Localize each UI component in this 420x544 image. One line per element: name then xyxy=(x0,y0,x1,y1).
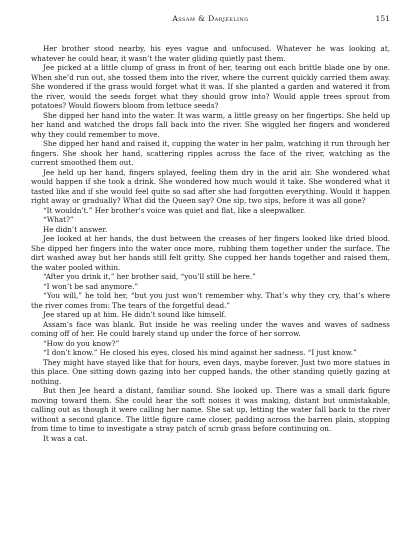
paragraph: “I don’t know.” He closed his eyes, closed his mind against her sadness. “I just know.” xyxy=(43,348,357,357)
paragraph: “You will,” he told her, “but you just won’t remember why. That’s why they cry, that’s where the river comes from: The tears of the forgetful dead.” xyxy=(31,291,390,310)
paragraph: Jee held up her hand, fingers splayed, feeling them dry in the arid air. She wondered what would happen if she took a drink. She wondered how much would it take. She wondered what it tasted like and if she would feel quite so sad after she had forgotten everything. Would it happen right away or gradually? What did the Queen say? One sip, two sips, before it was all gone? xyxy=(31,167,390,205)
paragraph: Her brother stood nearby, his eyes vague and unfocused. Whatever he was looking at, whatever he could hear, it wasn’t the water gliding quietly past them. xyxy=(31,44,390,63)
paragraph: Jee looked at her hands, the dust between the creases of her fingers looked like dried blood. She dipped her fingers into the water once more, rubbing them together under the surface. The dirt washed away but her hands still felt gritty. She cupped her hands together and raised them, the water pooled within. xyxy=(31,234,390,272)
paragraph: “It wouldn’t.” Her brother’s voice was quiet and flat, like a sleepwalker. xyxy=(43,205,306,215)
paragraph: She dipped her hand into the water. It was warm, a little greasy on her fingertips. She held up her hand and watched the drops fall back into the river. She wiggled her fingers and wondered why they could remember to move. xyxy=(31,110,390,139)
running-head: Assam & Darjeeling xyxy=(172,14,249,23)
paragraph: “How do you know?” xyxy=(43,338,120,348)
body-text xyxy=(31,44,390,443)
page-header xyxy=(31,14,390,32)
paragraph: Assam’s face was blank. But inside he was reeling under the waves and waves of sadness coming off of her. He could barely stand up under the force of her sorrow. xyxy=(31,319,390,338)
paragraph: It was a cat. xyxy=(43,433,88,443)
paragraph: “After you drink it,” her brother said, “you’ll still be here.” xyxy=(43,272,256,281)
paragraph: Jee stared up at him. He didn’t sound like himself. xyxy=(43,310,227,319)
paragraph: She dipped her hand and raised it, cupping the water in her palm, watching it run through her fingers. She shook her hand, scattering ripples across the face of the river, watching as the current smoothed them out. xyxy=(31,139,390,167)
paragraph: But then Jee heard a distant, familiar sound. She looked up. There was a small dark figure moving toward them. She could hear the soft noises it was making, distant but unmistakable, calling out as though it were calling her name. She sat up, letting the water fall back to the river without a second glance. The little figure came closer, padding across the barren plain, stopping from time to time to investigate a stray patch of scrub grass before continuing on. xyxy=(31,386,390,433)
paragraph: Jee picked at a little clump of grass in front of her, tearing out each brittle blade one by one. When she’d run out, she tossed them into the river, where the current quickly carried them away. She wondered if the grass would forget what it was. If she planted a garden and watered it from the river, would the seeds forget what they should grow into? Would apple trees sprout from potatoes? Would flowers bloom from lettuce seeds? xyxy=(31,63,390,110)
paragraph: He didn’t answer. xyxy=(43,224,108,234)
paragraph: They might have stayed like that for hours, even days, maybe forever. Just two more statues in this place. One sitting down gazing into her cupped hands, the other standing quietly gazing at nothing. xyxy=(31,357,390,386)
paragraph: “What?” xyxy=(43,215,74,224)
page-number: 151 xyxy=(375,14,390,23)
paragraph: “I won’t be sad anymore.” xyxy=(43,281,139,291)
